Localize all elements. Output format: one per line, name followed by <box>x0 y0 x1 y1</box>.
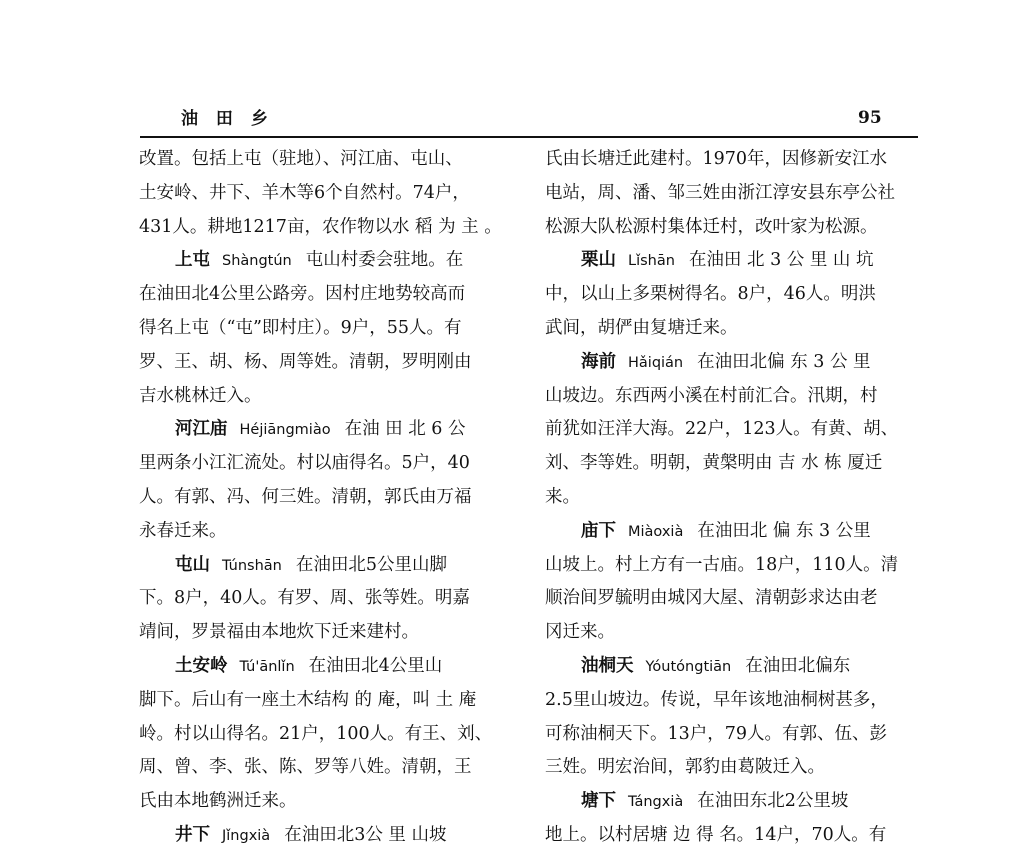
entry-text: 在油田 北 3 公 里 山 坑 <box>688 250 874 271</box>
entry-line <box>545 346 917 380</box>
entry-line <box>545 515 917 549</box>
text-line: 431人。耕地1217亩，农作物以水 稻 为 主 。 <box>139 216 502 237</box>
text-line: 电站，周、潘、邹三姓由浙江淳安县东亭公社 <box>545 182 895 203</box>
text-line: 山坡上。村上方有一古庙。18户，110人。清 <box>545 554 899 575</box>
text-line: 下。8户，40人。有罗、周、张等姓。明嘉 <box>139 588 470 609</box>
text-line: 在油田北4公里公路旁。因村庄地势较高而 <box>139 284 466 305</box>
entry-text: 在油田北 偏 东 3 公里 <box>697 520 871 541</box>
text-line: 武间，胡俨由复塘迁来。 <box>545 317 738 338</box>
text-line: 顺治间罗毓明由城冈大屋、清朝彭求达由老 <box>545 588 878 609</box>
text-line: 永春迁来。 <box>139 520 227 541</box>
entry-text: 在油田东北2公里坡 <box>697 791 849 812</box>
entry-text: 在油田北4公里山 <box>308 655 443 676</box>
left-column <box>139 143 511 853</box>
entry-line <box>139 244 511 278</box>
entry-pinyin: Tángxià <box>628 794 684 811</box>
text-line: 改置。包括上屯（驻地）、河江庙、屯山、 <box>139 149 463 169</box>
entry-headword: 海前 <box>581 351 616 372</box>
text-line: 地上。以村居塘 边 得 名。14户，70人。有 <box>545 824 887 845</box>
text-line: 岭。村以山得名。21户，100人。有王、刘、 <box>139 723 493 744</box>
text-line: 中，以山上多栗树得名。8户，46人。明洪 <box>545 284 876 305</box>
text-line: 2.5里山坡边。传说，早年该地油桐树甚多， <box>545 689 888 710</box>
entry-text: 在油田北偏 东 3 公 里 <box>697 351 871 372</box>
entry-text: 在油田北5公里山脚 <box>295 554 447 575</box>
text-line: 脚下。后山有一座土木结构 的 庵，叫 土 庵 <box>139 689 477 710</box>
entry-pinyin: Héjiāngmiào <box>239 422 331 439</box>
text-line: 里两条小江汇流处。村以庙得名。5户，40 <box>139 453 470 474</box>
text-line: 前犹如汪洋大海。22户，123人。有黄、胡、 <box>545 419 899 440</box>
text-line: 山坡边。东西两小溪在村前汇合。汛期，村 <box>545 385 878 406</box>
text-line: 来。 <box>545 486 580 507</box>
text-line: 周、曾、李、张、陈、罗等八姓。清朝，王 <box>139 757 472 778</box>
text-line: 氏由长塘迁此建村。1970年，因修新安江水 <box>545 149 888 169</box>
text-line: 三姓。明宏治间，郭豹由葛陂迁入。 <box>545 757 825 778</box>
entry-headword: 土安岭 <box>175 655 228 676</box>
entry-headword: 井下 <box>175 824 210 845</box>
text-line: 吉水桃林迁入。 <box>139 385 262 406</box>
entry-text: 在油田北3公 里 山坡 <box>284 824 447 845</box>
entry-headword: 塘下 <box>581 791 616 812</box>
entry-headword: 栗山 <box>581 250 616 271</box>
entry-pinyin: Jǐngxià <box>222 827 271 844</box>
entry-pinyin: Túnshān <box>222 557 282 574</box>
entry-pinyin: Hǎiqián <box>628 354 684 371</box>
entry-pinyin: Shàngtún <box>222 253 292 270</box>
entry-pinyin: Miàoxià <box>628 523 684 540</box>
text-line: 松源大队松源村集体迁村，改叶家为松源。 <box>545 216 878 237</box>
entry-line <box>545 785 917 819</box>
entry-line <box>545 244 917 278</box>
text-line: 罗、王、胡、杨、周等姓。清朝，罗明刚由 <box>139 351 472 372</box>
entry-line <box>139 650 511 684</box>
text-line: 刘、李等姓。明朝，黄槃明由 吉 水 栋 厦迁 <box>545 453 883 474</box>
text-line: 可称油桐天下。13户，79人。有郭、伍、彭 <box>545 723 888 744</box>
text-line: 得名上屯（“屯”即村庄）。9户，55人。有 <box>139 317 462 338</box>
entry-pinyin: Yóutóngtiān <box>645 658 732 675</box>
entry-text: 在油田北偏东 <box>745 655 851 676</box>
entry-headword: 庙下 <box>581 520 616 541</box>
text-line: 靖间，罗景福由本地炊下迁来建村。 <box>139 622 419 643</box>
entry-text: 在油 田 北 6 公 <box>344 419 466 440</box>
entry-headword: 上屯 <box>175 250 210 271</box>
entry-pinyin: Tú'ānlǐn <box>239 658 295 675</box>
entry-headword: 河江庙 <box>175 419 228 440</box>
header-rule <box>140 136 918 138</box>
running-head: 油 田 乡 <box>181 109 274 129</box>
entry-line <box>139 413 511 447</box>
entry-line <box>545 650 917 684</box>
entry-headword: 屯山 <box>175 554 210 575</box>
text-line: 氏由本地鹤洲迁来。 <box>139 791 297 812</box>
text-line: 人。有郭、冯、何三姓。清朝，郭氏由万福 <box>139 486 472 507</box>
text-line: 土安岭、井下、羊木等6个自然村。74户， <box>139 182 470 203</box>
entry-headword: 油桐天 <box>581 655 634 676</box>
entry-line <box>139 819 511 853</box>
page-number: 95 <box>858 108 882 128</box>
right-column <box>545 143 917 853</box>
entry-text: 屯山村委会驻地。在 <box>305 250 464 271</box>
text-line: 冈迁来。 <box>545 622 615 643</box>
entry-pinyin: Lǐshān <box>628 253 675 270</box>
entry-line <box>139 549 511 583</box>
